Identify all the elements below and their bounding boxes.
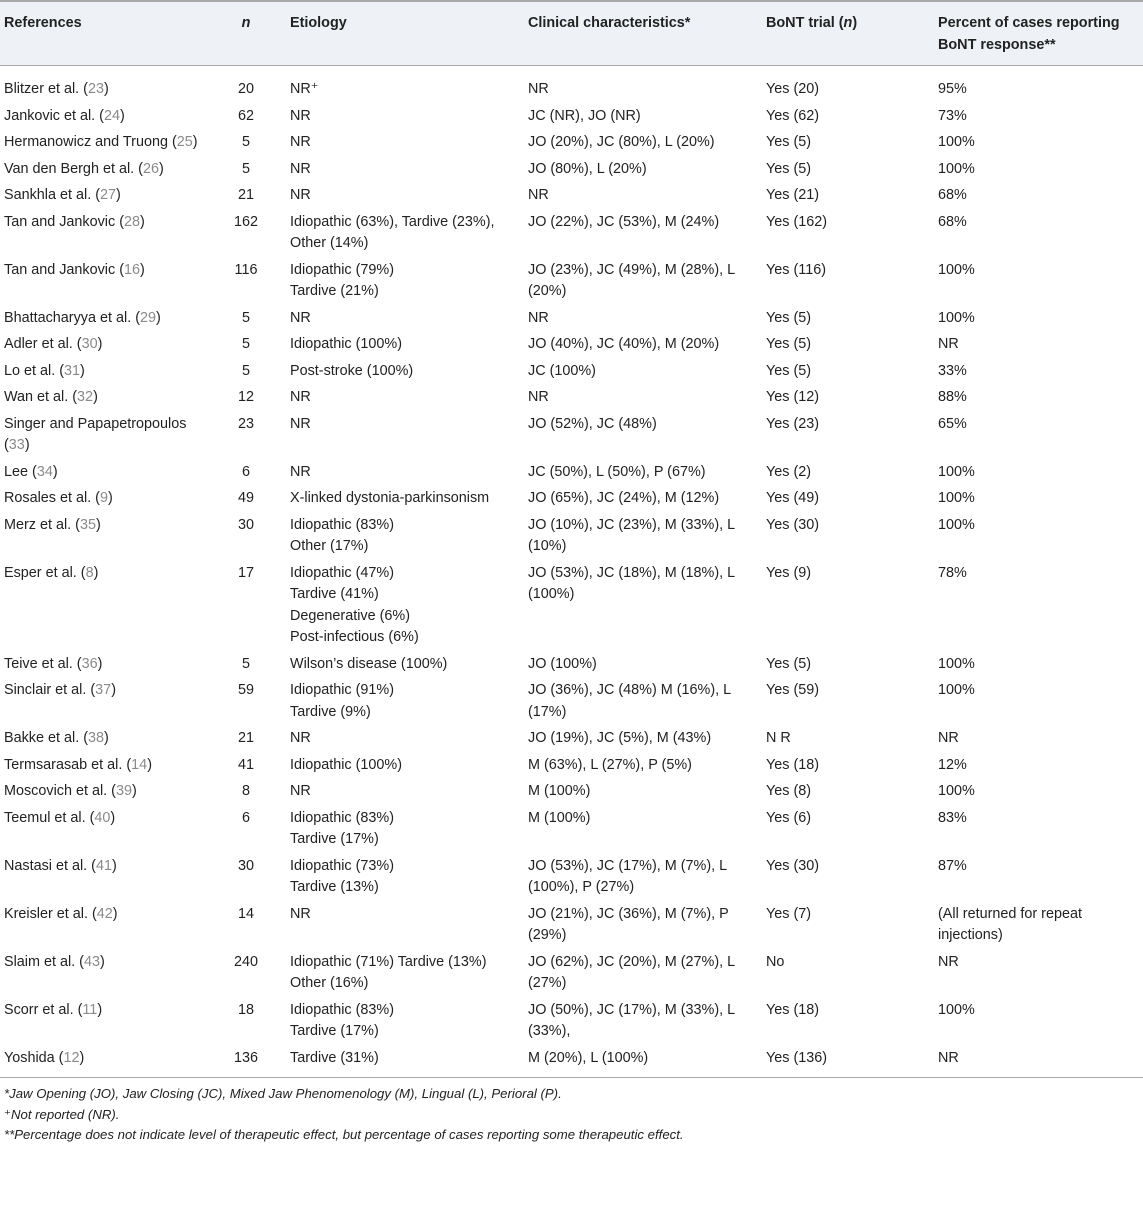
reference-close-paren: ) [112,905,118,922]
cell-n: 21 [237,187,254,203]
cell-etiology: NR [290,187,311,203]
cell-percent: 68% [938,213,967,230]
table-row [0,486,1143,513]
cell-percent: 100% [938,655,975,672]
reference-author: Lee ( [4,463,37,480]
cell-bont-trial: Yes (5) [766,160,812,177]
cell-etiology: Idiopathic (83%) Other (17%) [290,516,394,554]
cell-percent: 73% [938,107,967,124]
header-bont-prefix: BoNT trial ( [766,15,844,31]
cell-etiology: NR [290,309,311,326]
cell-clinical: JO (23%), JC (49%), M (28%), L (20%) [528,261,735,299]
reference-number-link[interactable]: 26 [142,160,159,177]
cell-reference [0,103,206,130]
cell-reference [0,949,206,997]
reference-author: Yoshida ( [4,1049,64,1066]
table-row [0,411,1143,459]
cell-bont-trial: Yes (49) [766,490,820,506]
cell-percent: 95% [938,81,967,97]
cell-bont-trial: Yes (23) [766,415,820,432]
reference-number-link[interactable]: 16 [124,261,141,278]
reference-close-paren: ) [110,809,116,826]
cell-reference [0,209,206,257]
table-row [0,805,1143,853]
cell-percent: 100% [938,490,975,506]
cell-bont-trial: Yes (30) [766,857,820,874]
reference-close-paren: ) [147,756,152,773]
cell-reference [0,512,206,560]
cell-bont-trial: Yes (5) [766,362,812,379]
cell-n: 5 [241,134,250,150]
reference-author: Kreisler et al. ( [4,905,97,922]
cell-bont-trial: Yes (9) [766,564,812,581]
reference-author: Wan et al. ( [4,389,78,405]
cell-percent: 68% [938,187,967,203]
cell-reference [0,358,206,385]
cell-reference [0,332,206,359]
cell-reference [0,130,206,157]
cell-bont-trial: Yes (6) [766,809,812,826]
cell-etiology: NR [290,389,311,405]
cell-bont-trial: Yes (18) [766,756,820,773]
cell-etiology: NR [290,415,311,432]
table-body [0,66,1143,1078]
reference-author: Sankhla et al. ( [4,187,100,203]
cell-n: 5 [241,160,250,177]
table-row [0,358,1143,385]
cell-clinical: JO (52%), JC (48%) [528,415,657,432]
cell-clinical: JO (22%), JC (53%), M (24%) [528,213,720,230]
reference-author: Rosales et al. ( [4,490,100,506]
cell-reference [0,997,206,1045]
cell-clinical: M (63%), L (27%), P (5%) [528,756,692,773]
cell-bont-trial: Yes (136) [762,1045,934,1078]
cell-bont-trial: Yes (20) [766,81,820,97]
table-row [0,130,1143,157]
cell-clinical: JO (36%), JC (48%) M (16%), L (17%) [528,682,731,720]
cell-reference [0,305,206,332]
cell-clinical: M (100%) [528,809,591,826]
header-bont-suffix: ) [852,15,858,31]
cell-percent: 100% [938,261,975,278]
header-row [0,1,1143,66]
cell-etiology: Idiopathic (91%) Tardive (9%) [290,682,394,720]
cell-etiology: Post-stroke (100%) [290,362,414,379]
cell-reference [0,1045,206,1078]
cell-percent: 83% [938,809,967,826]
reference-close-paren: ) [97,655,103,672]
reference-author: Nastasi et al. ( [4,857,96,874]
cell-etiology: NR [290,905,311,922]
cell-bont-trial: Yes (18) [766,1001,820,1018]
cell-clinical: JO (50%), JC (17%), M (33%), L (33%), [528,1001,735,1039]
reference-number-link[interactable]: 29 [139,309,156,326]
cell-bont-trial: Yes (2) [766,463,812,480]
cell-n: 18 [237,1001,254,1018]
cell-etiology: NR [290,160,311,177]
cell-etiology: Idiopathic (83%) Tardive (17%) [290,1001,394,1039]
cell-percent: NR [938,336,959,352]
cell-bont-trial: Yes (5) [766,309,812,326]
cell-n: 30 [237,857,254,874]
header-etiology: Etiology [286,1,524,66]
reference-number-link[interactable]: 34 [36,463,53,480]
table-row [0,752,1143,779]
cell-n: 30 [237,516,254,533]
reference-close-paren: ) [108,490,113,506]
reference-author: Esper et al. ( [4,564,86,581]
cell-n: 5 [241,655,250,672]
cell-percent: 100% [938,134,975,150]
reference-number-link[interactable]: 30 [81,336,98,352]
header-clinical: Clinical characteristics* [524,1,762,66]
reference-close-paren: ) [131,783,137,799]
cell-n: 49 [237,490,254,506]
reference-number-link[interactable]: 41 [95,857,112,874]
cell-etiology: NR [290,783,311,799]
reference-author: Jankovic et al. ( [4,107,104,124]
table-row [0,66,1143,104]
table-row [0,305,1143,332]
cell-percent: (All returned for repeat injections) [938,905,1082,943]
reference-number-link[interactable]: 36 [81,655,98,672]
reference-number-link[interactable]: 43 [83,953,100,970]
table-row [0,949,1143,997]
cell-clinical: JO (53%), JC (17%), M (7%), L (100%), P (27%) [528,857,727,895]
reference-close-paren: ) [112,857,117,874]
cell-clinical: JO (100%) [528,655,597,672]
cell-n: 21 [237,730,254,746]
cell-percent: 88% [938,389,967,405]
cell-n: 5 [241,362,250,379]
cell-percent: 100% [938,783,975,799]
cell-etiology: Idiopathic (100%) [290,756,402,773]
reference-close-paren: ) [104,81,109,97]
cell-reference [0,752,206,779]
cell-reference [0,411,206,459]
reference-author: Teemul et al. ( [4,809,95,826]
reference-author: Blitzer et al. ( [4,81,88,97]
cell-clinical: JO (40%), JC (40%), M (20%) [528,336,720,352]
cell-etiology: Idiopathic (73%) Tardive (13%) [290,857,394,895]
reference-author: Moscovich et al. ( [4,783,116,799]
cell-etiology: Idiopathic (63%), Tardive (23%), Other (14%) [290,213,495,251]
table-row [0,901,1143,949]
reference-close-paren: ) [192,134,198,150]
header-n: n [206,1,286,66]
cell-bont-trial: Yes (7) [766,905,812,922]
cell-bont-trial: Yes (12) [766,389,820,405]
reference-close-paren: ) [24,437,30,453]
cell-reference [0,459,206,486]
reference-author: Hermanowicz and Truong ( [4,134,177,150]
table-row [0,385,1143,412]
cell-clinical: NR [528,309,549,326]
cell-etiology: Idiopathic (100%) [290,336,402,352]
cell-reference [0,805,206,853]
footnote-not-reported: ⁺Not reported (NR). [4,1106,120,1122]
reference-close-paren: ) [158,160,164,177]
cell-reference [0,901,206,949]
reference-number-link[interactable]: 35 [79,516,96,533]
table-row [0,853,1143,901]
reference-close-paren: ) [80,362,85,379]
cell-clinical: JC (NR), JO (NR) [528,107,641,124]
cell-bont-trial: Yes (30) [766,516,820,533]
reference-author: Van den Bergh et al. ( [4,160,143,177]
table-row [0,997,1143,1045]
reference-close-paren: ) [97,336,103,352]
reference-author: Adler et al. ( [4,336,82,352]
reference-number-link[interactable]: 24 [103,107,120,124]
reference-number-link[interactable]: 9 [99,490,108,506]
reference-author: Merz et al. ( [4,516,80,533]
cell-n: 162 [233,213,258,230]
cell-bont-trial: N R [766,730,791,746]
cell-bont-trial: Yes (116) [766,261,826,278]
cell-clinical: NR [528,81,549,97]
reference-number-link[interactable]: 40 [94,809,111,826]
cell-n: 59 [237,682,254,698]
reference-number-link[interactable]: 14 [131,756,148,773]
cell-bont-trial: Yes (5) [766,655,812,672]
cell-reference [0,183,206,210]
cell-n: 17 [237,564,254,581]
cell-percent: 100% [938,516,975,533]
cell-reference [0,853,206,901]
reference-close-paren: ) [100,953,105,970]
reference-number-link[interactable]: 31 [64,362,81,379]
reference-number-link[interactable]: 8 [85,564,94,581]
cell-percent: 100% [938,1001,975,1018]
reference-close-paren: ) [120,107,125,124]
cell-clinical: JO (19%), JC (5%), M (43%) [528,730,712,746]
header-bont-n: n [843,15,853,31]
cell-etiology: NR [290,107,311,124]
reference-number-link[interactable]: 37 [95,682,112,698]
reference-close-paren: ) [140,261,145,278]
cell-percent: 12% [938,756,967,773]
reference-number-link[interactable]: 39 [115,783,132,799]
table-row [0,1045,1143,1078]
reference-number-link[interactable]: 32 [77,389,94,405]
cell-percent: 33% [938,362,967,379]
table-row [0,779,1143,806]
cell-reference [0,651,206,678]
reference-author: Singer and Papapetropoulos ( [4,415,187,453]
cell-percent: 65% [938,415,967,432]
header-percent: Percent of cases reporting BoNT response** [934,1,1143,66]
reference-author: Termsarasab et al. ( [4,756,132,773]
table-row [0,459,1143,486]
cell-clinical: JO (53%), JC (18%), M (18%), L (100%) [528,564,735,602]
cell-clinical: M (100%) [528,783,591,799]
cell-n: 62 [237,107,254,124]
cell-clinical: NR [528,389,549,405]
cell-etiology: Idiopathic (83%) Tardive (17%) [290,809,394,847]
cell-etiology: NR [290,134,311,150]
cell-n: 6 [241,809,250,826]
reference-close-paren: ) [79,1049,85,1066]
cell-clinical: NR [528,187,549,203]
reference-close-paren: ) [93,389,98,405]
cell-etiology: Idiopathic (47%) Tardive (41%) Degenerative (6%) Post-infectious (6%) [290,564,419,645]
cell-reference [0,486,206,513]
reference-number-link[interactable]: 38 [87,730,104,746]
cell-reference [0,66,206,104]
cell-n: 41 [237,756,254,773]
cell-percent: 100% [938,682,975,698]
cell-percent: 100% [938,463,975,480]
table-row [0,257,1143,305]
cell-bont-trial: Yes (8) [766,783,812,799]
reference-number-link[interactable]: 12 [63,1049,80,1066]
cell-n: 240 [233,953,258,970]
footnote-abbreviations: *Jaw Opening (JO), Jaw Closing (JC), Mixed Jaw Phenomenology (M), Lingual (L), Perioral (P). [4,1086,562,1101]
reference-close-paren: ) [97,1001,103,1018]
reference-number-link[interactable]: 11 [82,1001,98,1018]
cell-etiology: NR⁺ [290,81,319,97]
reference-author: Lo et al. ( [4,362,64,379]
cell-reference [0,678,206,726]
cell-etiology: Wilson’s disease (100%) [290,655,448,672]
reference-author: Bakke et al. ( [4,730,88,746]
reference-author: Teive et al. ( [4,655,82,672]
cell-etiology: Tardive (31%) [286,1045,524,1078]
table-row [0,651,1143,678]
cell-n: 5 [241,336,250,352]
cell-bont-trial: Yes (21) [766,187,820,203]
cell-reference [0,779,206,806]
table-row [0,332,1143,359]
cell-percent: 78% [938,564,967,581]
reference-number-link[interactable]: 42 [96,905,113,922]
cell-n: 12 [237,389,254,405]
cell-reference [0,726,206,753]
table-row [0,512,1143,560]
cell-etiology: NR [290,730,311,746]
cell-clinical: JC (50%), L (50%), P (67%) [528,463,706,480]
cell-clinical: JO (20%), JC (80%), L (20%) [528,134,715,150]
reference-close-paren: ) [104,730,109,746]
cell-bont-trial: Yes (162) [766,213,828,230]
cell-n: 14 [237,905,254,922]
cell-clinical: JO (10%), JC (23%), M (33%), L (10%) [528,516,735,554]
cell-bont-trial: Yes (5) [766,336,812,352]
cell-bont-trial: Yes (59) [766,682,820,698]
reference-close-paren: ) [52,463,58,480]
reference-author: Bhattacharyya et al. ( [4,309,140,326]
cell-etiology: NR [290,463,311,480]
table-header [0,1,1143,66]
cell-percent: 100% [938,160,975,177]
cell-percent: NR [938,953,959,970]
footnotes [0,1084,1143,1146]
cell-etiology: X-linked dystonia-parkinsonism [290,490,490,506]
cell-bont-trial: No [766,953,785,970]
reference-number-link[interactable]: 25 [176,134,193,150]
reference-author: Tan and Jankovic ( [4,261,124,278]
cell-n: 6 [241,463,250,480]
cell-reference [0,257,206,305]
reference-author: Sinclair et al. ( [4,682,96,698]
cell-n: 116 [234,261,258,278]
reference-author: Tan and Jankovic ( [4,213,124,230]
reference-author: Scorr et al. ( [4,1001,83,1018]
cell-reference [0,156,206,183]
cell-percent: 100% [938,309,975,326]
footnote-percentage: **Percentage does not indicate level of therapeutic effect, but percentage of cases reporting some therapeutic effect. [4,1127,684,1142]
cell-n: 20 [237,81,254,97]
header-references: References [0,1,206,66]
table-row [0,560,1143,651]
reference-close-paren: ) [95,516,101,533]
reference-number-link[interactable]: 33 [8,437,25,453]
cell-etiology: Idiopathic (79%) Tardive (21%) [290,261,394,299]
cell-clinical: JO (62%), JC (20%), M (27%), L (27%) [528,953,735,991]
table-row [0,156,1143,183]
cell-clinical: JO (65%), JC (24%), M (12%) [528,490,720,506]
cell-n: 8 [241,783,250,799]
table-row [0,209,1143,257]
cell-clinical: JC (100%) [528,362,596,379]
cell-reference [0,560,206,651]
table-row [0,726,1143,753]
cell-clinical: JO (21%), JC (36%), M (7%), P (29%) [528,905,729,943]
cell-clinical: M (20%), L (100%) [524,1045,762,1078]
reference-close-paren: ) [116,187,121,203]
header-bont-trial [762,1,934,66]
cell-n: 136 [206,1045,286,1078]
reference-number-link[interactable]: 27 [100,187,117,203]
reference-close-paren: ) [156,309,161,326]
reference-author: Slaim et al. ( [4,953,84,970]
cell-n: 5 [241,309,250,326]
reference-close-paren: ) [93,564,99,581]
cell-percent: NR [934,1045,1143,1078]
cell-percent: NR [938,730,959,746]
reference-number-link[interactable]: 23 [87,81,104,97]
reference-close-paren: ) [111,682,116,698]
reference-number-link[interactable]: 28 [124,213,141,230]
table-row [0,103,1143,130]
cell-clinical: JO (80%), L (20%) [528,160,647,177]
reference-close-paren: ) [140,213,145,230]
cell-n: 23 [237,415,254,432]
table-row [0,183,1143,210]
cell-reference [0,385,206,412]
cell-etiology: Idiopathic (71%) Tardive (13%) Other (16%) [290,953,487,991]
cell-bont-trial: Yes (5) [766,134,812,150]
table-row [0,678,1143,726]
cell-bont-trial: Yes (62) [766,107,820,124]
cell-percent: 87% [938,857,967,874]
